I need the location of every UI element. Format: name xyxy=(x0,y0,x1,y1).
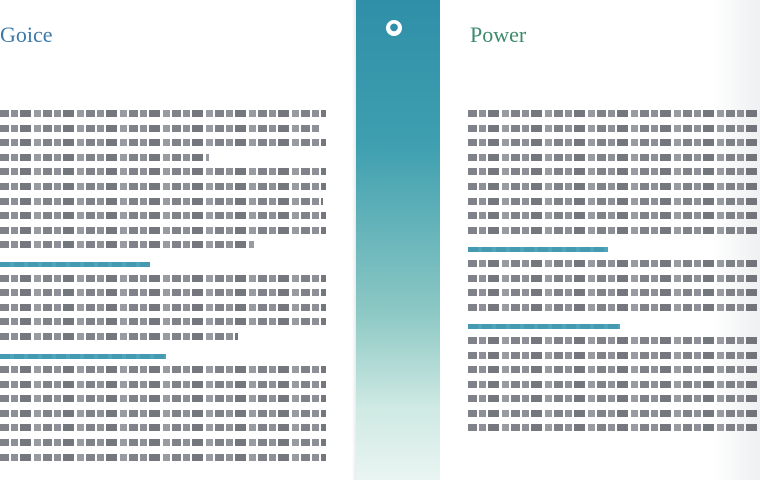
text-line xyxy=(0,454,326,461)
text-line xyxy=(0,275,326,282)
text-line xyxy=(468,139,760,146)
text-line xyxy=(0,395,326,402)
page-title: Power xyxy=(470,22,527,47)
body-text xyxy=(0,110,326,468)
section-heading-line xyxy=(0,354,166,359)
section-heading-line xyxy=(0,262,150,267)
text-line xyxy=(468,366,760,373)
text-line xyxy=(468,168,760,175)
section-heading-line xyxy=(468,247,608,252)
text-line xyxy=(0,227,326,234)
text-line xyxy=(468,381,760,388)
text-line xyxy=(0,168,326,175)
body-text xyxy=(468,110,760,439)
text-line xyxy=(468,183,760,190)
text-line xyxy=(0,198,323,205)
text-line xyxy=(0,318,326,325)
text-line xyxy=(468,260,760,267)
text-line xyxy=(468,395,760,402)
text-line xyxy=(0,333,238,340)
text-line xyxy=(468,410,760,417)
page-title: Goice xyxy=(0,22,53,47)
text-line xyxy=(468,227,760,234)
text-line xyxy=(0,304,326,311)
text-line xyxy=(0,381,326,388)
left-page xyxy=(0,0,356,480)
text-line xyxy=(0,439,326,446)
text-line xyxy=(0,424,326,431)
text-line xyxy=(468,212,760,219)
logo-icon: ● xyxy=(386,20,402,36)
text-line xyxy=(468,304,760,311)
book-spine xyxy=(356,0,440,480)
text-line xyxy=(0,110,326,117)
text-line xyxy=(0,183,326,190)
text-line xyxy=(0,212,326,219)
section-heading-line xyxy=(468,324,620,329)
text-line xyxy=(468,198,760,205)
right-page xyxy=(440,0,760,480)
text-line xyxy=(468,275,760,282)
text-line xyxy=(0,410,326,417)
text-line xyxy=(0,366,326,373)
text-line xyxy=(0,125,319,132)
text-line xyxy=(0,139,326,146)
text-line xyxy=(468,424,760,431)
text-line xyxy=(0,154,209,161)
text-line xyxy=(468,154,760,161)
text-line xyxy=(0,241,254,248)
text-line xyxy=(468,125,760,132)
text-line xyxy=(468,110,760,117)
text-line xyxy=(468,337,760,344)
text-line xyxy=(0,289,326,296)
text-line xyxy=(468,352,760,359)
text-line xyxy=(468,289,760,296)
